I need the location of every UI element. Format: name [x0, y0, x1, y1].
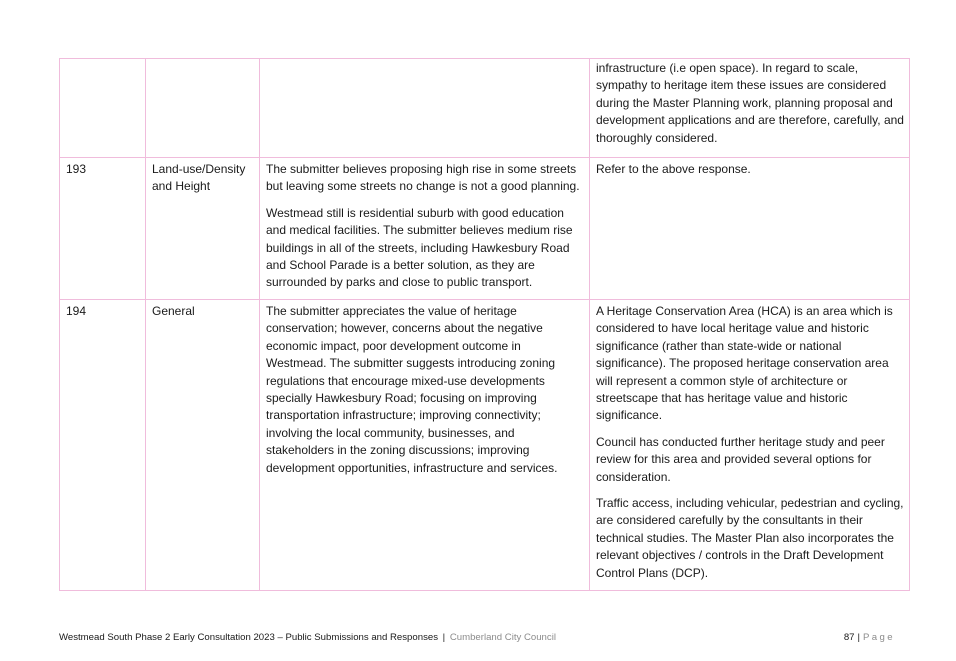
submission-id-cell: 193: [60, 158, 146, 300]
page-word: Page: [862, 632, 895, 643]
submission-paragraph: The submitter appreciates the value of heritage conservation; however, concerns about the negative economic impact, poor development outcome in Westmead. The submitter suggests introducing zoning regulations that encourage mixed-use developments specially Hawkesbury Road; focusing on improving transportation infrastructure; improving connectivity; involving the local community, businesses, and stakeholders in the zoning discussions; improving development opportunities, infrastructure and services.: [266, 304, 558, 475]
response-paragraph: Council has conducted further heritage study and peer review for this area and provided several options for consideration.: [596, 434, 885, 484]
response-paragraph: Refer to the above response.: [596, 162, 751, 176]
table-row-continued: [60, 59, 910, 158]
topic-cell: [146, 59, 260, 158]
submission-cell: [260, 300, 590, 591]
response-paragraph: Traffic access, including vehicular, pedestrian and cycling, are considered carefully by the consultants in their technical studies. The Master Plan also incorporates the relevant objectives / controls in the Draft Development Control Plans (DCP).: [596, 496, 904, 580]
table-row: [60, 158, 910, 300]
submission-id-cell: 194: [60, 300, 146, 591]
topic-cell: Land-use/Density and Height: [146, 158, 260, 300]
submission-cell: [260, 59, 590, 158]
submission-paragraph: The submitter believes proposing high rise in some streets but leaving some streets no change is not a good planning.: [266, 162, 580, 194]
page-separator: |: [857, 632, 860, 643]
submission-id-cell: [60, 59, 146, 158]
response-cell: [590, 59, 910, 158]
page-number: 87: [843, 632, 855, 643]
submission-cell: [260, 158, 590, 300]
document-page: [59, 58, 909, 591]
topic-cell: General: [146, 300, 260, 591]
response-paragraph: infrastructure (i.e open space). In regard to scale, sympathy to heritage item these issues are considered during the Master Planning work, planning proposal and development applications and are therefore, carefully, and thoroughly considered.: [596, 61, 904, 145]
footer-left: [59, 632, 556, 643]
footer-page-label: [844, 632, 895, 643]
response-paragraph: A Heritage Conservation Area (HCA) is an area which is considered to have local heritage value and historic significance (rather than state-wide or national significance). The proposed heritage conservation area will represent a common style of architecture or streetscape that has heritage value and historic significance.: [596, 304, 893, 423]
response-cell: [590, 158, 910, 300]
footer-separator: |: [442, 632, 446, 643]
submission-paragraph: Westmead still is residential suburb with good education and medical facilities. The submitter believes medium rise buildings in all of the streets, including Hawkesbury Road and School Parade is a better solution, as they are surrounded by parks and close to public transport.: [266, 205, 573, 290]
submissions-table: [59, 58, 910, 591]
table-row: [60, 300, 910, 591]
response-cell: [590, 300, 910, 591]
footer-organisation: Cumberland City Council: [449, 632, 556, 643]
footer-document-title: Westmead South Phase 2 Early Consultation 2023 – Public Submissions and Responses: [59, 632, 438, 643]
